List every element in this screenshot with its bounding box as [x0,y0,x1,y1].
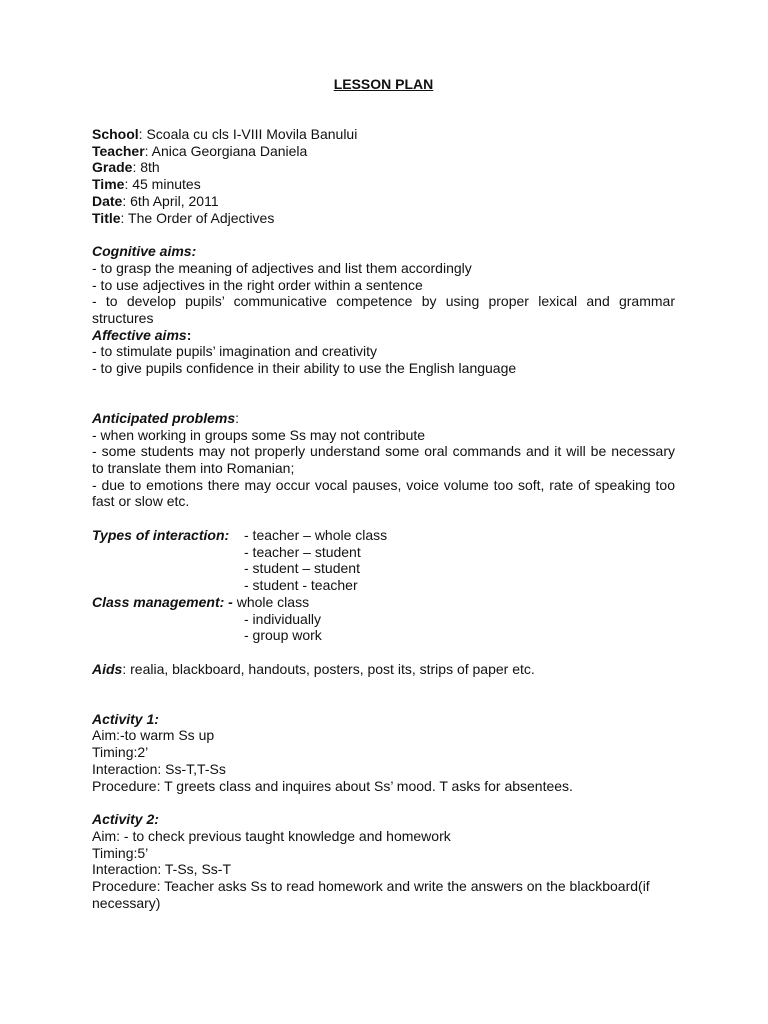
affective-aim-item: - to give pupils confidence in their ability to use the English language [92,360,517,377]
management-row [92,627,675,644]
anticipated-problem-item: - due to emotions there may occur vocal pauses, voice volume too soft, rate of speaking too fast or slow etc. [92,476,675,510]
info-value: : 45 minutes [124,176,201,193]
info-label: Teacher [92,142,145,159]
activity-1-section [92,711,675,795]
info-title [92,210,675,227]
page-title: LESSON PLAN [333,76,434,92]
interaction-item: - student – student [244,560,360,577]
interaction-row [92,544,675,561]
info-teacher [92,143,675,160]
spacer [92,510,675,527]
spacer [92,93,675,126]
activity-timing: Timing:5’ [92,844,149,861]
management-item: - individually [244,610,322,627]
info-date [92,193,675,210]
activity-heading: Activity 1: [92,710,159,727]
info-value: : The Order of Adjectives [120,209,275,226]
affective-aims-section [92,327,675,377]
anticipated-problem-item: - some students may not properly understand some oral commands and it will be necessary to translate them into Romanian; [92,443,675,476]
heading-colon: : [235,409,240,426]
aids-value: : realia, blackboard, handouts, posters, post its, strips of paper etc. [122,660,535,677]
interaction-row [92,560,675,577]
cognitive-aim-item: - to grasp the meaning of adjectives and list them accordingly [92,259,472,276]
info-grade [92,159,675,176]
interaction-item: - student - teacher [244,577,358,594]
cognitive-aims-section [92,243,675,327]
cognitive-aim-item: - to develop pupils’ communicative competence by using proper lexical and grammar structures [92,293,675,327]
management-row [92,611,675,628]
info-label: Title [92,209,121,226]
document-page [92,76,675,911]
anticipated-problems-section [92,410,675,510]
heading-colon: : [186,326,192,343]
activity-aim: Aim:-to warm Ss up [92,727,215,744]
info-time [92,176,675,193]
info-value: : Anica Georgiana Daniela [144,142,308,159]
management-item: - group work [244,627,322,644]
class-management-section [92,594,675,644]
cognitive-aims-heading: Cognitive aims: [92,243,197,260]
interaction-heading: Types of interaction: [92,527,230,544]
spacer [92,644,675,661]
affective-aims-heading: Affective aims [92,326,187,343]
info-label: School [92,126,139,142]
spacer [92,794,675,811]
affective-aims-heading-row [92,327,675,344]
spacer [92,678,675,711]
info-value: : Scoala cu cls I-VIII Movila Banului [138,126,358,142]
affective-aim-item: - to stimulate pupils’ imagination and creativity [92,343,378,360]
info-block [92,126,675,226]
info-value: : 6th April, 2011 [122,192,219,209]
aids-label: Aids [92,660,123,677]
class-management-heading: Class management: - [92,593,233,610]
activity-heading: Activity 2: [92,811,159,828]
info-school [92,126,675,143]
interaction-row [92,577,675,594]
activity-interaction: Interaction: Ss-T,T-Ss [92,760,226,777]
cognitive-aim-item: - to use adjectives in the right order within a sentence [92,276,423,293]
info-label: Date [92,192,123,209]
spacer [92,226,675,243]
info-label: Time [92,176,125,193]
interaction-item: - teacher – whole class [244,527,388,544]
management-row [92,594,675,611]
interaction-section [92,527,675,594]
anticipated-problems-heading-row [92,410,675,427]
info-label: Grade [92,159,133,176]
activity-2-section [92,811,675,911]
interaction-item: - teacher – student [244,543,361,560]
activity-procedure: Procedure: Teacher asks Ss to read homework and write the answers on the blackboard(if necessary) [92,878,650,911]
interaction-row [92,527,675,544]
info-value: : 8th [132,159,160,176]
activity-interaction: Interaction: T-Ss, Ss-T [92,861,232,878]
management-item: whole class [232,593,310,610]
spacer [92,377,675,410]
aids-line [92,661,675,678]
activity-procedure: Procedure: T greets class and inquires about Ss’ mood. T asks for absentees. [92,777,573,794]
anticipated-problem-item: - when working in groups some Ss may not contribute [92,426,426,443]
activity-aim: Aim: - to check previous taught knowledge and homework [92,827,451,844]
anticipated-problems-heading: Anticipated problems [92,409,236,426]
activity-timing: Timing:2’ [92,744,149,761]
